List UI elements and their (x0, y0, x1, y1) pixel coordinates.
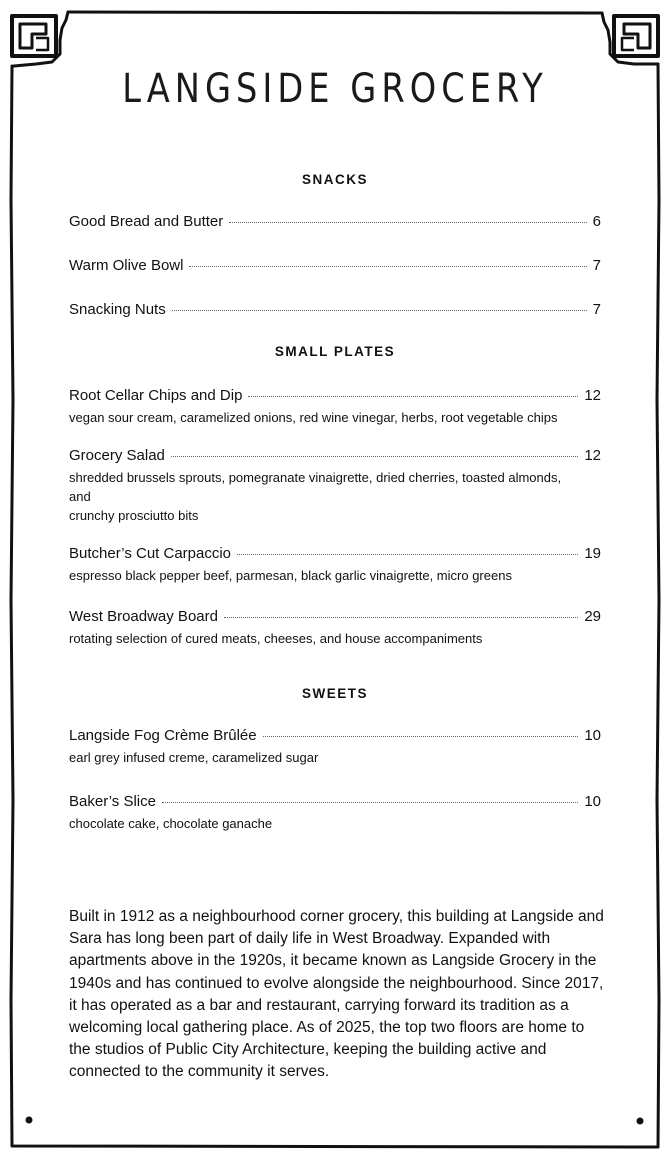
dot-leader (224, 617, 578, 618)
menu-item (69, 300, 601, 320)
item-name: Grocery Salad (69, 447, 165, 464)
item-description: earl grey infused creme, caramelized sugar (69, 750, 319, 765)
item-description (69, 468, 601, 525)
menu-item (69, 544, 601, 585)
dot-leader (229, 222, 586, 223)
menu-item (69, 607, 601, 648)
item-name: Root Cellar Chips and Dip (69, 387, 243, 404)
item-description: vegan sour cream, caramelized onions, red wine vinegar, herbs, root vegetable chips (69, 410, 558, 425)
item-name: Langside Fog Crème Brûlée (69, 727, 257, 744)
dot-leader (172, 310, 587, 311)
menu-item (69, 726, 601, 767)
dot-leader (237, 554, 578, 555)
corner-ornament-icon (12, 16, 56, 56)
item-price: 10 (584, 793, 601, 810)
section-heading-snacks: SNACKS (301, 172, 368, 187)
dot-leader (162, 802, 578, 803)
corner-dot (637, 1118, 644, 1125)
item-description: rotating selection of cured meats, cheeses, and house accompaniments (69, 631, 483, 646)
menu-item (69, 792, 601, 833)
menu-item (69, 446, 601, 525)
item-name: West Broadway Board (69, 608, 218, 625)
item-price: 6 (592, 213, 601, 230)
description-line: shredded brussels sprouts, pomegranate vinaigrette, dried cherries, toasted almonds, (69, 470, 562, 485)
dot-leader (171, 456, 578, 457)
dot-leader (263, 736, 579, 737)
item-price: 29 (584, 608, 601, 625)
item-price: 19 (584, 545, 601, 562)
item-name: Snacking Nuts (69, 301, 166, 318)
item-name: Butcher’s Cut Carpaccio (69, 545, 232, 562)
menu-item (69, 386, 601, 427)
item-price: 10 (584, 727, 601, 744)
dot-leader (189, 266, 586, 267)
corner-ornament-icon (614, 16, 658, 56)
description-line: and (69, 489, 91, 504)
item-name: Baker’s Slice (69, 793, 156, 810)
menu-item (69, 256, 601, 276)
item-name: Good Bread and Butter (69, 213, 224, 230)
menu-item (69, 212, 601, 232)
item-description: chocolate cake, chocolate ganache (69, 816, 273, 831)
item-price: 12 (584, 447, 601, 464)
history-paragraph: Built in 1912 as a neighbourhood corner grocery, this building at Langside and Sara has long been part of daily life in West Broadway. Expanded with apartments above in the 1920s, it became known as Langside Grocery in the 1940s and has continued to evolve alongside the neighbourhood. Since 2017, it has operated as a bar and restaurant, carrying forward its tradition as a welcoming local gathering place. As of 2025, the top two floors are home to the studios of Public City Architecture, keeping the building active and connected to the community it serves. (69, 908, 604, 1081)
description-line: crunchy prosciutto bits (69, 508, 199, 523)
item-price: 7 (592, 301, 601, 318)
item-price: 12 (584, 387, 601, 404)
section-heading-sweets: SWEETS (301, 686, 368, 701)
dot-leader (248, 396, 578, 397)
item-description: espresso black pepper beef, parmesan, black garlic vinaigrette, micro greens (69, 568, 512, 583)
section-heading-small-plates: SMALL PLATES (274, 344, 396, 359)
item-price: 7 (592, 257, 601, 274)
item-name: Warm Olive Bowl (69, 257, 184, 274)
corner-dot (26, 1117, 33, 1124)
restaurant-title: LANGSIDE GROCERY (122, 66, 548, 112)
